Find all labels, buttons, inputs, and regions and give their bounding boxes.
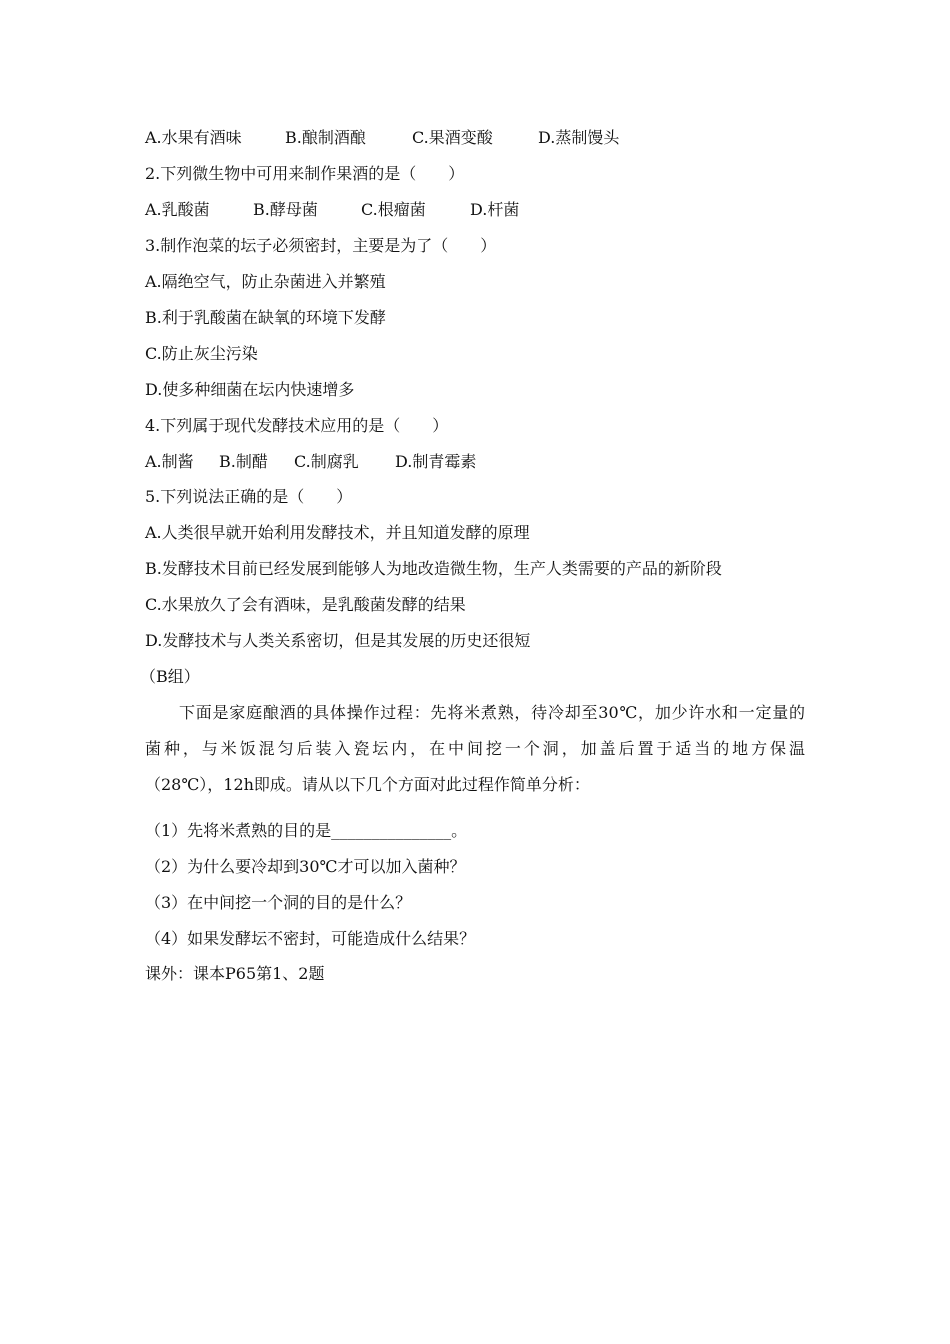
q5-option-c: C.水果放久了会有酒味，是乳酸菌发酵的结果 <box>145 595 466 614</box>
q1-option-d: D.蒸制馒头 <box>538 128 620 147</box>
q4-option-d: D.制青霉素 <box>395 452 477 471</box>
q1-option-a: A.水果有酒味 <box>145 128 242 147</box>
q2-options <box>145 200 519 220</box>
q2-stem: 2.下列微生物中可用来制作果酒的是（ ） <box>145 164 465 183</box>
group-b-passage <box>145 703 805 811</box>
q4-option-b: B.制醋 <box>219 452 268 471</box>
q4-stem: 4.下列属于现代发酵技术应用的是（ ） <box>145 416 449 435</box>
group-b-question-4: （4）如果发酵坛不密封，可能造成什么结果？ <box>145 929 476 948</box>
q5-stem: 5.下列说法正确的是（ ） <box>145 487 353 506</box>
q2-option-a: A.乳酸菌 <box>145 200 210 219</box>
q3-stem: 3.制作泡菜的坛子必须密封，主要是为了（ ） <box>145 236 497 255</box>
q1-options <box>145 128 619 148</box>
q2-option-d: D.杆菌 <box>470 200 520 219</box>
group-b-question-2: （2）为什么要冷却到30℃才可以加入菌种？ <box>145 857 466 876</box>
passage-line-2: 菌种，与米饭混匀后装入瓷坛内，在中间挖一个洞，加盖后置于适当的地方保温 <box>145 739 805 758</box>
q5-option-d: D.发酵技术与人类关系密切，但是其发展的历史还很短 <box>145 631 531 650</box>
q3-option-a: A.隔绝空气，防止杂菌进入并繁殖 <box>145 272 386 291</box>
q3-option-d: D.使多种细菌在坛内快速增多 <box>145 380 355 399</box>
q5-option-a: A.人类很早就开始利用发酵技术，并且知道发酵的原理 <box>145 523 530 542</box>
passage-line-3: （28℃），12h即成。请从以下几个方面对此过程作简单分析： <box>145 775 590 794</box>
q4-option-c: C.制腐乳 <box>294 452 359 471</box>
group-b-question-3: （3）在中间挖一个洞的目的是什么？ <box>145 893 412 912</box>
group-b-heading: （B组） <box>140 667 200 686</box>
q3-option-c: C.防止灰尘污染 <box>145 344 258 363</box>
q1-option-c: C.果酒变酸 <box>412 128 493 147</box>
q5-option-b: B.发酵技术目前已经发展到能够人为地改造微生物，生产人类需要的产品的新阶段 <box>145 559 722 578</box>
passage-line-1: 下面是家庭酿酒的具体操作过程：先将米煮熟，待冷却至30℃，加少许水和一定量的 <box>179 703 805 722</box>
q1-option-b: B.酿制酒酿 <box>285 128 366 147</box>
q4-option-a: A.制酱 <box>145 452 194 471</box>
q3-option-b: B.利于乳酸菌在缺氧的环境下发酵 <box>145 308 386 327</box>
q2-option-b: B.酵母菌 <box>253 200 318 219</box>
q4-options <box>145 452 476 472</box>
homework-note: 课外：课本P65第1、2题 <box>145 964 325 983</box>
q2-option-c: C.根瘤菌 <box>361 200 426 219</box>
group-b-question-1: （1）先将米煮熟的目的是_______________。 <box>145 821 468 840</box>
